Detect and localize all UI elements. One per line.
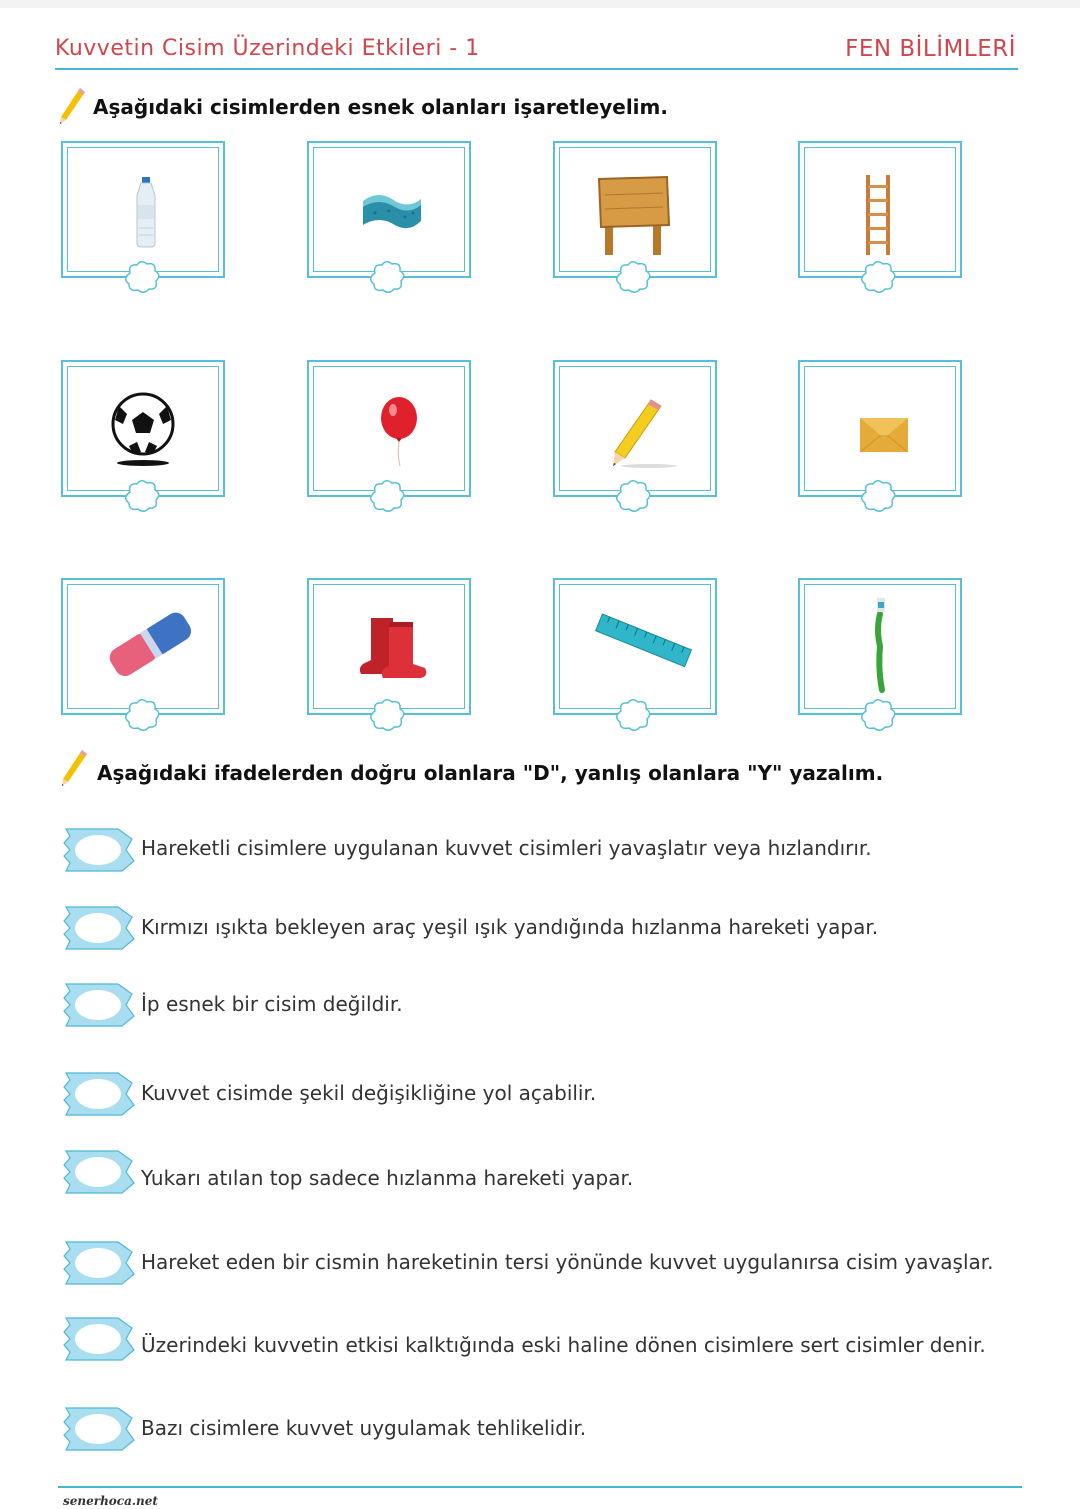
cloud-checkbox-3[interactable] xyxy=(612,259,654,295)
answer-box-5[interactable] xyxy=(62,1147,136,1197)
instruction-true-false: Aşağıdaki ifadelerden doğru olanlara "D", yanlış olanlara "Y" yazalım. xyxy=(97,761,884,785)
answer-box-8[interactable] xyxy=(62,1404,136,1454)
header-divider xyxy=(55,68,1018,70)
answer-box-7[interactable] xyxy=(62,1314,136,1364)
statement-1: Hareketli cisimlere uygulanan kuvvet cisimleri yavaşlatır veya hızlandırır. xyxy=(141,836,872,860)
cloud-checkbox-11[interactable] xyxy=(612,697,654,733)
cloud-checkbox-7[interactable] xyxy=(612,478,654,514)
card-soccer-ball xyxy=(61,360,225,497)
answer-box-2[interactable] xyxy=(62,903,136,953)
statement-8: Bazı cisimlere kuvvet uygulamak tehlikelidir. xyxy=(141,1416,587,1440)
footer-site: senerhoca.net xyxy=(63,1494,158,1508)
statement-5: Yukarı atılan top sadece hızlanma hareketi yapar. xyxy=(141,1166,634,1190)
card-wooden-sign xyxy=(553,141,717,278)
statement-3: İp esnek bir cisim değildir. xyxy=(141,992,403,1016)
card-water-bottle xyxy=(61,141,225,278)
footer-divider xyxy=(58,1486,1022,1488)
statement-6: Hareket eden bir cismin hareketinin tersi yönünde kuvvet uygulanırsa cisim yavaşlar. xyxy=(141,1250,994,1274)
answer-box-1[interactable] xyxy=(62,825,136,875)
card-envelope xyxy=(798,360,962,497)
answer-box-3[interactable] xyxy=(62,980,136,1030)
cloud-checkbox-12[interactable] xyxy=(857,697,899,733)
answer-box-6[interactable] xyxy=(62,1238,136,1288)
card-toothbrush xyxy=(798,578,962,715)
card-ruler xyxy=(553,578,717,715)
instruction-elastic: Aşağıdaki cisimlerden esnek olanları işaretleyelim. xyxy=(93,95,668,119)
worksheet-title: Kuvvetin Cisim Üzerindeki Etkileri - 1 xyxy=(55,36,480,61)
card-balloon xyxy=(307,360,471,497)
cloud-checkbox-6[interactable] xyxy=(366,478,408,514)
statement-4: Kuvvet cisimde şekil değişikliğine yol açabilir. xyxy=(141,1081,597,1105)
cloud-checkbox-4[interactable] xyxy=(857,259,899,295)
statement-2: Kırmızı ışıkta bekleyen araç yeşil ışık yandığında hızlanma hareketi yapar. xyxy=(141,915,879,939)
cloud-checkbox-10[interactable] xyxy=(366,697,408,733)
card-eraser xyxy=(61,578,225,715)
pencil-icon xyxy=(58,86,86,126)
subject-label: FEN BİLİMLERİ xyxy=(845,36,1016,62)
cloud-checkbox-9[interactable] xyxy=(121,697,163,733)
card-sponge xyxy=(307,141,471,278)
pencil-icon xyxy=(60,748,88,788)
statement-7: Üzerindeki kuvvetin etkisi kalktığında eski haline dönen cisimlere sert cisimler denir. xyxy=(141,1333,986,1357)
top-band xyxy=(0,0,1080,8)
cloud-checkbox-1[interactable] xyxy=(121,259,163,295)
card-pencil xyxy=(553,360,717,497)
cloud-checkbox-2[interactable] xyxy=(366,259,408,295)
card-ladder xyxy=(798,141,962,278)
cloud-checkbox-5[interactable] xyxy=(121,478,163,514)
card-rain-boots xyxy=(307,578,471,715)
cloud-checkbox-8[interactable] xyxy=(857,478,899,514)
answer-box-4[interactable] xyxy=(62,1069,136,1119)
